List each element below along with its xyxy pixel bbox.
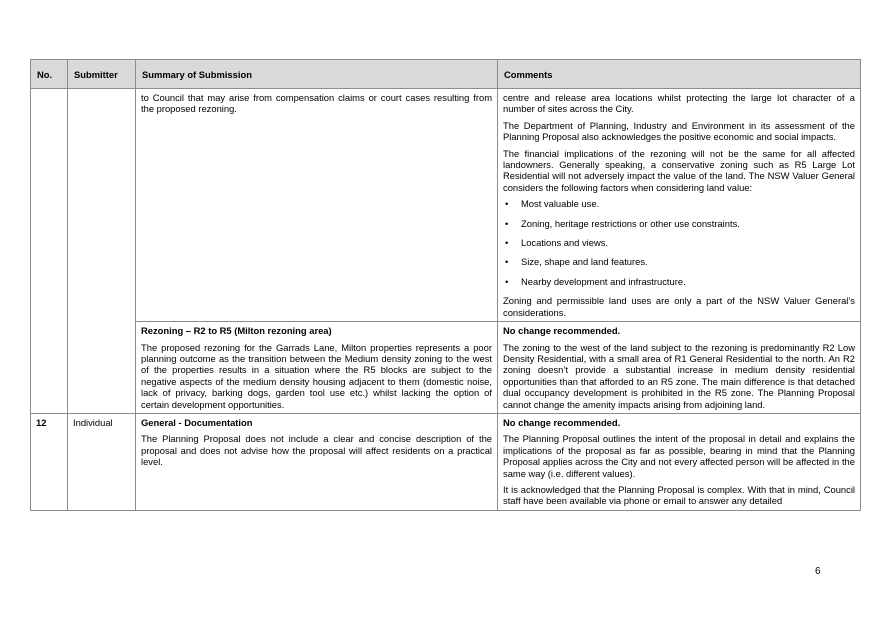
comments-text: The Planning Proposal outlines the intent of the proposal in detail and explains the implications of the proposal as far as possible, bearing in mind that the Planning Proposal applies across the City and not every affected person will be affected in the same way (i.e. different values).	[503, 433, 855, 479]
row-submitter-cell: Individual	[68, 413, 136, 510]
comments-text: centre and release area locations whilst protecting the large lot character of a number of sites across the City.	[503, 92, 855, 115]
comments-cell	[498, 413, 861, 510]
table-header-row	[31, 60, 861, 89]
list-item: • Locations and views.	[521, 237, 855, 248]
valuer-factors-list	[503, 198, 855, 287]
comments-heading: No change recommended.	[503, 325, 621, 337]
list-item: • Zoning, heritage restrictions or other use constraints.	[521, 218, 855, 229]
row-submitter-cell	[68, 89, 136, 414]
header-no: No.	[31, 60, 68, 89]
comments-text: The Department of Planning, Industry and Environment in its assessment of the Planning Proposal also acknowledges the positive economic and social impacts.	[503, 119, 855, 143]
header-comments: Comments	[498, 60, 861, 89]
header-submitter: Submitter	[68, 60, 136, 89]
page-number: 6	[815, 566, 821, 577]
summary-text: to Council that may arise from compensation claims or court cases resulting from the proposed rezoning.	[141, 92, 492, 115]
comments-text: The zoning to the west of the land subject to the rezoning is predominantly R2 Low Density Residential, with a small area of R1 General Residential to the north. An R2 zoning doesn’t provide a substantial increase in medium density residential opportunities than that afforded to an R5 zone. The main difference is that detached dual occupancy development is prohibited in the R5 zone. The Planning Proposal cannot change the amenity impacts arising from adjoining land.	[503, 341, 855, 410]
comments-cell	[498, 89, 861, 322]
summary-heading: General - Documentation	[141, 416, 253, 428]
table-row	[31, 413, 861, 510]
list-item: • Nearby development and infrastructure.	[521, 276, 855, 287]
summary-cell	[136, 89, 498, 322]
summary-cell	[136, 413, 498, 510]
summary-cell	[136, 322, 498, 414]
summary-text: The proposed rezoning for the Garrads Lane, Milton properties represents a poor planning outcome as the transition between the Medium density zoning to the west of the properties results in a situation where the R5 blocks are subject to the negative aspects of the medium density housing adjacent to them (domestic noise, lack of privacy, barking dogs, garden tool use etc.) whilst lacking the option of certain development opportunities.	[141, 341, 492, 410]
comments-text: The financial implications of the rezoning will not be the same for all affected landowners. Generally speaking, a conservative zoning such as R5 Large Lot Residential will not adversely impact the value of the land. The NSW Valuer General considers the following factors when considering land value:	[503, 147, 855, 193]
summary-heading: Rezoning – R2 to R5 (Milton rezoning area)	[141, 325, 332, 337]
header-summary: Summary of Submission	[136, 60, 498, 89]
table-row	[31, 89, 861, 322]
row-no-cell: 12	[31, 413, 68, 510]
comments-cell	[498, 322, 861, 414]
comments-text: It is acknowledged that the Planning Proposal is complex. With that in mind, Council staff have been available via phone or email to answer any detailed	[503, 483, 855, 507]
row-no-cell	[31, 89, 68, 414]
list-item: • Most valuable use.	[521, 198, 855, 209]
list-item: • Size, shape and land features.	[521, 256, 855, 267]
summary-text: The Planning Proposal does not include a clear and concise description of the proposal and does not advise how the proposal will affect residents on a practical level.	[141, 433, 492, 468]
comments-text: Zoning and permissible land uses are only a part of the NSW Valuer General’s considerations.	[503, 295, 855, 318]
submissions-table	[30, 59, 861, 511]
table-row	[31, 322, 861, 414]
comments-heading: No change recommended.	[503, 416, 621, 428]
